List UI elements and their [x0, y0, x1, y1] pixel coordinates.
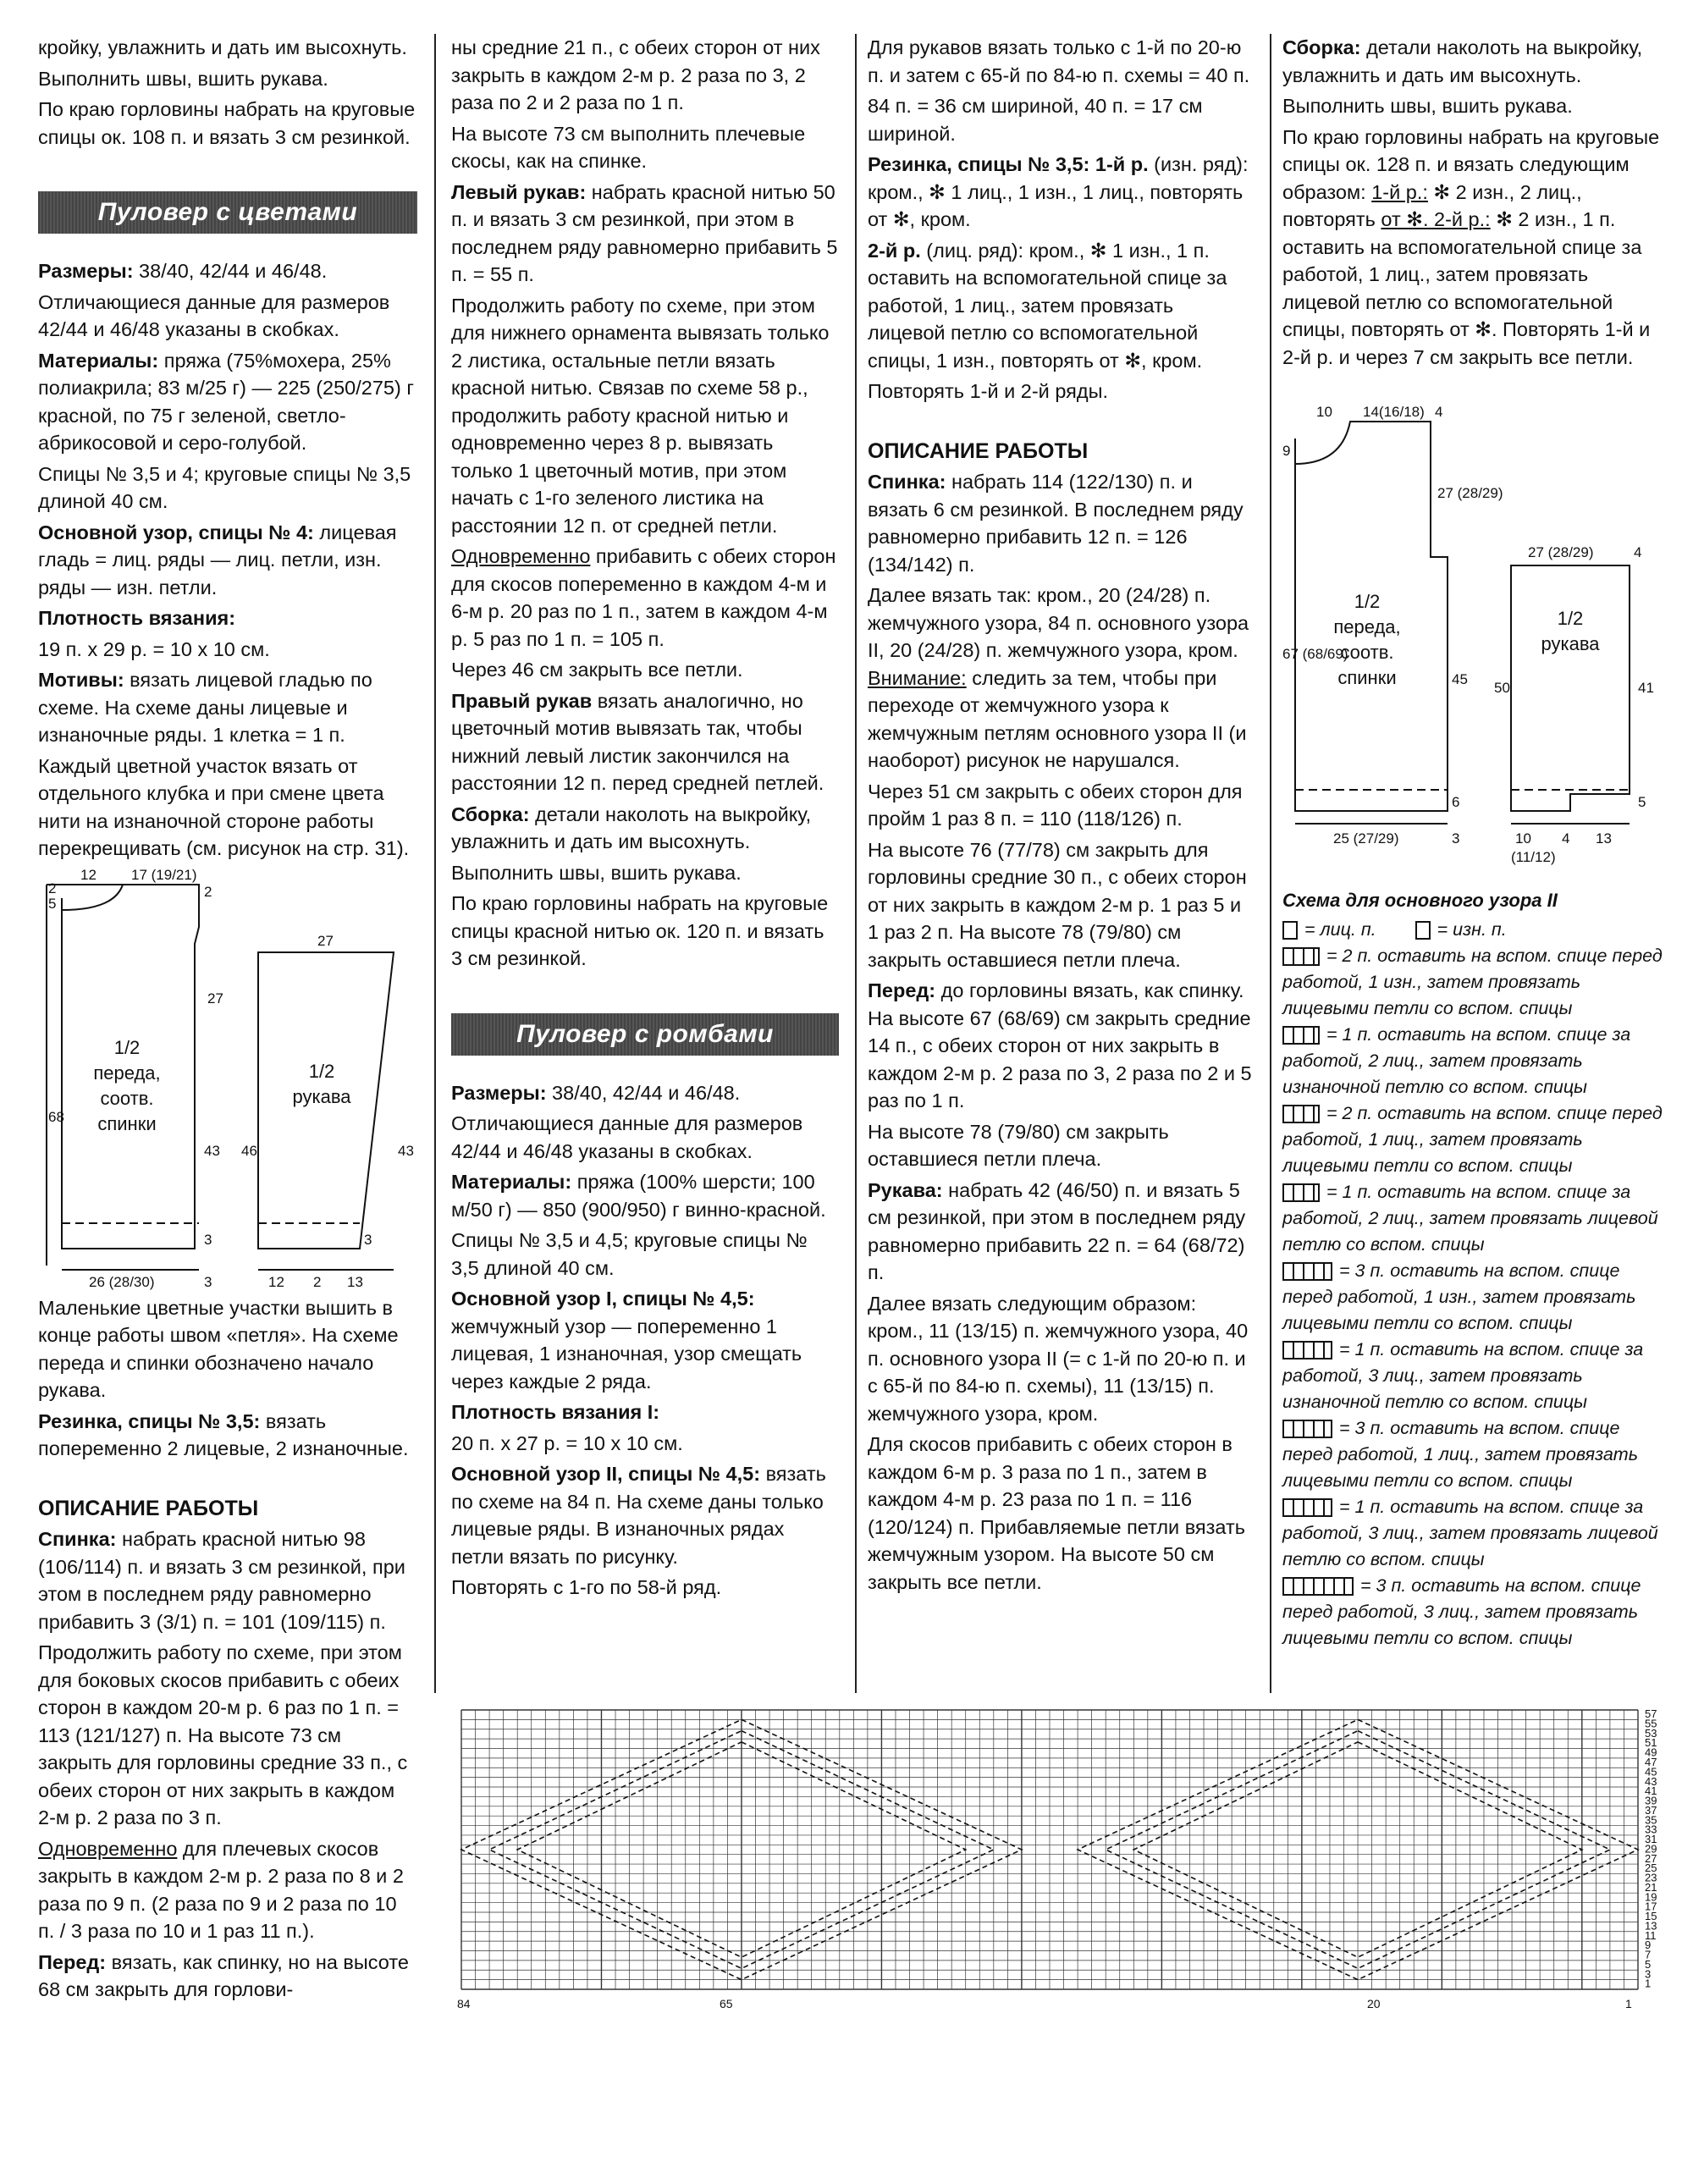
diagram-label: спинки: [1337, 667, 1397, 688]
row-label: 37: [1645, 1803, 1657, 1817]
text: 38/40, 42/44 и 46/48.: [133, 260, 328, 282]
dim: 4: [1562, 830, 1570, 847]
row-label: 3: [1645, 1967, 1652, 1981]
knit-symbol-icon: [1282, 921, 1298, 940]
text: ны средние 21 п., с обеих сторон от них закрыть в каждом 2-м р. 2 раза по 3, 2 раза по 2 и 2 раза по 1 п.: [451, 36, 820, 113]
row-label: 35: [1645, 1813, 1657, 1827]
text: Через 51 см закрыть с обеих сторон для пройм 1 раз 8 п. = 110 (118/126) п.: [868, 780, 1243, 830]
text: Выполнить швы, вшить рукава.: [451, 861, 742, 884]
legend-text: = 1 п. оставить на вспом. спице за работой, 2 лиц., затем провязать лицевой петлю со вспом. спицы: [1282, 1182, 1658, 1255]
label: Основной узор I, спицы № 4,5:: [451, 1288, 755, 1310]
text: Повторять 1-й и 2-й ряды.: [868, 380, 1108, 402]
dim: 6: [1452, 794, 1460, 810]
section-heading: ОПИСАНИЕ РАБОТЫ: [868, 438, 1089, 463]
row-label: 17: [1645, 1900, 1657, 1913]
text: жемчужный узор — попеременно 1 лицевая, 1 изнаночная, узор смещать через каждые 2 ряда.: [451, 1315, 802, 1393]
row-label: 29: [1645, 1842, 1657, 1856]
column-3: [868, 34, 1253, 1599]
diagram-label: спинки: [97, 1112, 157, 1134]
diagram-label: соотв.: [1340, 642, 1394, 663]
text: По краю горловины набрать на круговые спицы ок. 128 п. и вязать следующим образом:: [1282, 125, 1660, 203]
row-label: 47: [1645, 1756, 1657, 1768]
diagram-label: 1/2: [308, 1060, 335, 1082]
diagram-label: рукава: [1541, 633, 1600, 654]
legend-text: = 3 п. оставить на вспом. спице перед работой, 1 изн., затем провязать лицевыми петли со вспом. спицы: [1282, 1260, 1636, 1333]
cable-symbol-icon: [1282, 1341, 1332, 1359]
diagram-label: рукава: [292, 1085, 351, 1107]
label: Спинка:: [868, 471, 946, 493]
dim: 45: [1452, 671, 1468, 687]
legend-text: = 2 п. оставить на вспом. спице перед работой, 1 лиц., затем провязать лицевыми петли со вспом. спицы: [1282, 1103, 1663, 1176]
row-label: 43: [1645, 1774, 1657, 1788]
text: Внимание:: [868, 666, 967, 689]
cable-symbol-icon: [1282, 1026, 1320, 1045]
cable-symbol-icon: [1282, 947, 1320, 966]
section-heading: ОПИСАНИЕ РАБОТЫ: [38, 1496, 259, 1520]
row-label: 33: [1645, 1823, 1657, 1836]
text: Одновременно: [38, 1837, 178, 1860]
legend-item: [1282, 1258, 1663, 1337]
text: 1-й р.:: [1371, 180, 1428, 203]
text: (изн. ряд): кром., ✻ 1 лиц., 1 изн., 1 лиц., повторять от ✻, кром.: [868, 153, 1249, 230]
text: Одновременно: [451, 545, 591, 567]
text: Спицы № 3,5 и 4,5; круговые спицы № 3,5 длиной 40 см.: [451, 1229, 808, 1279]
label: Основной узор, спицы № 4:: [38, 521, 314, 543]
pattern-diagram-rhombus: [1282, 405, 1663, 879]
dim: 43: [204, 1142, 220, 1159]
legend-text: = изн. п.: [1437, 919, 1507, 940]
dim: 9: [1282, 443, 1291, 459]
text: набрать 42 (46/50) п. и вязать 5 см резинкой, при этом в последнем ряду равномерно прибавить 22 п. = 64 (68/72) п.: [868, 1178, 1246, 1283]
label: Размеры:: [38, 260, 134, 282]
text: лицевая гладь = лиц. ряды — лиц. петли, изн. ряды — изн. петли.: [38, 521, 397, 598]
label: Плотность вязания:: [38, 607, 236, 629]
text: 84 п. = 36 см шириной, 40 п. = 17 см шириной.: [868, 95, 1203, 145]
section-banner: Пуловер с цветами: [38, 191, 417, 234]
text: По краю горловины набрать на круговые спицы ок. 108 п. и вязать 3 см резинкой.: [38, 98, 416, 148]
dim: 3: [364, 1231, 372, 1248]
text: На высоте 78 (79/80) см закрыть оставшиеся петли плеча.: [868, 1120, 1169, 1170]
label: Левый рукав:: [451, 180, 587, 203]
legend-text: = 3 п. оставить на вспом. спице перед работой, 3 лиц., затем провязать лицевыми петли со вспом. спицы: [1282, 1575, 1641, 1648]
col-label: 84: [457, 1997, 471, 2010]
dim: 12: [268, 1273, 284, 1290]
legend-item: [1282, 1179, 1663, 1258]
dim: 50: [1494, 680, 1510, 696]
cable-symbol-icon: [1282, 1420, 1332, 1438]
row-label: 39: [1645, 1794, 1657, 1807]
dim: 2: [313, 1273, 322, 1290]
label: Правый рукав: [451, 689, 593, 712]
dim: 17 (19/21): [131, 867, 197, 883]
pattern-diagram-flowers: [38, 868, 417, 1291]
dim: 12: [80, 867, 97, 883]
text: 38/40, 42/44 и 46/48.: [546, 1081, 741, 1104]
text: Для скосов прибавить с обеих сторон в каждом 6-м р. 3 раза по 1 п., затем в каждом 4-м р. 23 раза по 1 п. = 116 (120/124) п. Прибавляемые петли вязать жемчужным узором. На высоте 50 см закрыть все петли.: [868, 1433, 1245, 1593]
dim: 25 (27/29): [1333, 830, 1399, 847]
row-label: 27: [1645, 1851, 1657, 1865]
row-label: 41: [1645, 1784, 1657, 1798]
legend-title: Схема для основного узора II: [1282, 890, 1558, 911]
row-label: 15: [1645, 1910, 1657, 1923]
label: Спинка:: [38, 1528, 117, 1550]
label: Резинка, спицы № 3,5: 1-й р.: [868, 153, 1149, 175]
row-label: 1: [1645, 1977, 1652, 1990]
row-label: 23: [1645, 1871, 1657, 1884]
text: вязать по схеме на 84 п. На схеме даны только лицевые ряды. В изнаночных рядах петли вязать по рисунку.: [451, 1463, 826, 1568]
dim: 27 (28/29): [1437, 485, 1503, 501]
row-label: 31: [1645, 1833, 1657, 1846]
legend-text: = 3 п. оставить на вспом. спице перед работой, 1 лиц., затем провязать лицевыми петли со вспом. спицы: [1282, 1418, 1638, 1491]
label: Сборка:: [1282, 36, 1361, 58]
cable-symbol-icon: [1282, 1183, 1320, 1202]
text: По краю горловины набрать на круговые спицы красной нитью ок. 120 п. и вязать 3 см резинкой.: [451, 892, 829, 969]
cable-symbol-icon: [1282, 1105, 1320, 1123]
col-label: 20: [1367, 1997, 1381, 2010]
dim: 14(16/18): [1363, 405, 1425, 420]
dim: 46: [241, 1142, 257, 1159]
label: Сборка:: [451, 802, 530, 825]
dim: 10: [1515, 830, 1531, 847]
legend-item: [1282, 1100, 1663, 1179]
label: Резинка, спицы № 3,5:: [38, 1409, 261, 1432]
dim: 13: [347, 1273, 363, 1290]
text: Далее вязать так: кром., 20 (24/28) п. жемчужного узора, 84 п. основного узора II, 20 (24/28) п. жемчужного узора, кром.: [868, 584, 1249, 661]
label: Перед:: [868, 979, 936, 1001]
legend-text: = 1 п. оставить на вспом. спице за работой, 3 лиц., затем провязать лицевой петлю со вспом. спицы: [1282, 1497, 1658, 1569]
legend-item: [1282, 1022, 1663, 1100]
row-label: 13: [1645, 1919, 1657, 1933]
text: Для рукавов вязать только с 1-й по 20-ю п. и затем с 65-й по 84-ю п. схемы = 40 п.: [868, 36, 1250, 86]
label: Перед:: [38, 1950, 107, 1973]
text: вязать попеременно 2 лицевые, 2 изнаночные.: [38, 1409, 409, 1459]
row-label: 21: [1645, 1880, 1657, 1894]
text: следить за тем, чтобы при переходе от жемчужного узора к жемчужным петлям основного узора II (и наоборот) рисунок не нарушался.: [868, 666, 1247, 771]
row-label: 25: [1645, 1861, 1657, 1875]
cable-symbol-icon: [1282, 1262, 1332, 1281]
dim: (11/12): [1511, 849, 1556, 865]
text: пряжа (75%мохера, 25% полиакрила; 83 м/25 г) — 225 (250/275) г красной, по 75 г зеленой, светло-абрикосовой и серо-голубой.: [38, 349, 414, 454]
text: набрать красной нитью 98 (106/114) п. и вязать 3 см резинкой, при этом в последнем ряду равномерно прибавить 3 (3/1) п. = 101 (109/115) п.: [38, 1528, 405, 1633]
legend-text: = 1 п. оставить на вспом. спице за работой, 2 лиц., затем провязать изнаночной петлю со вспом. спицы: [1282, 1024, 1631, 1097]
dim: 26 (28/30): [89, 1273, 155, 1290]
legend-item: [1282, 1573, 1663, 1652]
text: (лиц. ряд): кром., ✻ 1 изн., 1 п. оставить на вспомогательной спице за работой, 1 лиц., затем провязать лицевой петлю со вспомогательной спицы, 1 изн., повторять от ✻, кром.: [868, 239, 1227, 372]
legend-item: [1282, 1415, 1663, 1494]
purl-symbol-icon: [1415, 921, 1431, 940]
dim: 27: [317, 932, 334, 949]
text: пряжа (100% шерсти; 100 м/50 г) — 850 (900/950) г винно-красной.: [451, 1171, 826, 1221]
dim: 3: [1452, 830, 1460, 847]
chart-grid: [461, 1710, 1638, 1989]
label: Мотивы:: [38, 669, 124, 691]
diagram-label: 1/2: [1354, 591, 1381, 612]
legend-list: [1282, 943, 1663, 1652]
dim: 4: [1435, 405, 1443, 420]
row-label: 19: [1645, 1890, 1657, 1904]
text: Выполнить швы, вшить рукава.: [1282, 95, 1573, 117]
text: вязать лицевой гладью по схеме. На схеме даны лицевые и изнаночные ряды. 1 клетка = 1 п.: [38, 669, 372, 746]
diagram-label: переда,: [1333, 616, 1401, 637]
row-label: 11: [1645, 1928, 1657, 1942]
diagram-label: 1/2: [1557, 608, 1584, 629]
text: 19 п. x 29 р. = 10 x 10 см.: [38, 637, 270, 660]
label: Рукава:: [868, 1178, 943, 1201]
text: Через 46 см закрыть все петли.: [451, 659, 743, 681]
legend-item: [1282, 1337, 1663, 1415]
legend-item: [1282, 943, 1663, 1022]
legend-item: [1282, 1494, 1663, 1573]
text: Отличающиеся данные для размеров 42/44 и 46/48 указаны в скобках.: [38, 290, 390, 340]
text: На высоте 76 (77/78) см закрыть для горловины средние 30 п., с обеих сторон от них закрыть в каждом 2-м р. 1 раз 5 и 1 раз 2 п. На высоте 78 (79/80) см закрыть оставшиеся петли плеча.: [868, 838, 1247, 971]
diagram-label: переда,: [93, 1062, 161, 1084]
legend-text: = 2 п. оставить на вспом. спице перед работой, 1 изн., затем провязать лицевыми петли со вспом. спицы: [1282, 946, 1663, 1018]
dim: 68: [48, 1108, 64, 1125]
row-labels: [1645, 1707, 1657, 1990]
knitting-chart: [17, 1701, 1676, 2015]
column-2: [451, 34, 839, 1605]
text: прибавить с обеих сторон для скосов попеременно в каждом 4-м и 6-м р. 20 раз по 1 п., затем в каждом 4-м р. 5 раз по 1 п. = 105 п.: [451, 545, 836, 650]
text: от ✻. 2-й р.:: [1381, 208, 1491, 230]
dim: 5: [1638, 794, 1646, 810]
column-4: [1282, 34, 1663, 1652]
dim: 3: [204, 1231, 212, 1248]
row-label: 45: [1645, 1765, 1657, 1779]
text: для плечевых скосов закрыть в каждом 2-м р. 2 раза по 8 и 2 раза по 9 п. (2 раза по 9 и 2 раза по 10 п. / 3 раза по 10 и 1 раз 11 п.).: [38, 1837, 404, 1942]
section-banner: Пуловер с ромбами: [451, 1013, 839, 1056]
dim: 27: [207, 990, 223, 1007]
label: Материалы:: [38, 349, 159, 372]
label: 2-й р.: [868, 239, 921, 262]
text: Каждый цветной участок вязать от отдельного клубка и при смене цвета нити на изнаночной стороне работы перекрещивать (см. рисунок на стр. 31).: [38, 754, 410, 859]
label: Материалы:: [451, 1171, 572, 1193]
dim: 27 (28/29): [1528, 544, 1594, 560]
text: Продолжить работу по схеме, при этом для боковых скосов прибавить с обеих сторон в каждом 20-м р. 6 раз по 1 п. = 113 (121/127) п. На высоте 73 см закрыть для горловины средние 33 п., с обеих сторон от них закрыть в каждом 2-м р. 2 раза по 3 п.: [38, 1641, 408, 1828]
text: до горловины вязать, как спинку. На высоте 67 (68/69) см закрыть средние 14 п., с обеих сторон от них закрыть в каждом 2-м р. 2 раза по 3, 2 раза по 2 и 5 раз по 1 п.: [868, 979, 1252, 1111]
row-label: 55: [1645, 1717, 1657, 1730]
text: Выполнить швы, вшить рукава.: [38, 67, 328, 90]
dim: 3: [204, 1273, 212, 1290]
row-label: 51: [1645, 1736, 1657, 1750]
text: ✻ 2 изн., 2 лиц., повторять: [1282, 180, 1582, 230]
dim: 43: [398, 1142, 414, 1159]
text: набрать красной нитью 50 п. и вязать 3 см резинкой, при этом в последнем ряду равномерно прибавить 5 п. = 55 п.: [451, 180, 838, 285]
cable-symbol-icon: [1282, 1577, 1354, 1596]
cable-symbol-icon: [1282, 1498, 1332, 1517]
diagram-label: 1/2: [113, 1036, 141, 1058]
dim: 2: [204, 883, 212, 900]
text: вязать аналогично, но цветочный мотив вывязать так, чтобы нижний левый листик закончился на расстоянии 12 п. перед средней петлей.: [451, 689, 824, 794]
row-label: 53: [1645, 1726, 1657, 1740]
text: Далее вязать следующим образом: кром., 11 (13/15) п. жемчужного узора, 40 п. основного узора II (= с 1-й по 20-ю п. и с 65-й по 84-ю п. схемы), 11 (13/15) п. жемчужного узора, кром.: [868, 1292, 1249, 1425]
text: ✻ 2 изн., 1 п. оставить на вспомогательной спице за работой, 1 лиц., затем провязать лицевой петлю со вспомогательной спицы, повторять от ✻. Повторять 1-й и 2-й р. и через 7 см закрыть все петли.: [1282, 208, 1651, 368]
row-label: 9: [1645, 1939, 1652, 1952]
dim: 67 (68/69): [1282, 646, 1348, 662]
diagram-label: соотв.: [100, 1087, 154, 1109]
row-label: 5: [1645, 1957, 1652, 1971]
label: Размеры:: [451, 1081, 547, 1104]
label: Основной узор II, спицы № 4,5:: [451, 1463, 761, 1485]
dim: 2: [48, 880, 57, 896]
row-label: 57: [1645, 1707, 1657, 1721]
text: Повторять с 1-го по 58-й ряд.: [451, 1576, 722, 1598]
dim: 5: [48, 895, 57, 912]
col-label: 65: [720, 1997, 733, 2010]
text: вязать, как спинку, но на высоте 68 см закрыть для горлови-: [38, 1950, 409, 2000]
text: 20 п. x 27 р. = 10 x 10 см.: [451, 1431, 683, 1454]
text: набрать 114 (122/130) п. и вязать 6 см резинкой. В последнем ряду равномерно прибавить 12 п. = 126 (134/142) п.: [868, 471, 1244, 576]
text: На высоте 73 см выполнить плечевые скосы, как на спинке.: [451, 122, 806, 172]
text: детали наколоть на выкройку, увлажнить и дать им высохнуть.: [451, 802, 812, 852]
legend-text: = лиц. п.: [1304, 919, 1376, 940]
col-label: 1: [1625, 1997, 1632, 2010]
dim: 4: [1634, 544, 1642, 560]
legend-text: = 1 п. оставить на вспом. спице за работой, 3 лиц., затем провязать изнаночной петлю со вспом. спицы: [1282, 1339, 1644, 1412]
dim: 41: [1638, 680, 1654, 696]
row-label: 49: [1645, 1746, 1657, 1759]
text: детали наколоть на выкройку, увлажнить и дать им высохнуть.: [1282, 36, 1643, 86]
dim: 13: [1596, 830, 1612, 847]
text: Маленькие цветные участки вышить в конце работы швом «петля». На схеме переда и спинки обозначено начало рукава.: [38, 1296, 399, 1401]
row-label: 7: [1645, 1948, 1652, 1961]
dim: 10: [1316, 405, 1332, 420]
text: Продолжить работу по схеме, при этом для нижнего орнамента вывязать только 2 листика, остальные петли вязать красной нитью. Связав по схеме 58 р., продолжить работу красной нитью и одновременно через 8 р. вывязать только 1 цветочный мотив, при этом начать с 1-го зеленого листика на расстоянии 12 п. от средней петли.: [451, 294, 830, 537]
text: Отличающиеся данные для размеров 42/44 и 46/48 указаны в скобках.: [451, 1112, 803, 1162]
text: Спицы № 3,5 и 4; круговые спицы № 3,5 длиной 40 см.: [38, 462, 411, 512]
text: кройку, увлажнить и дать им высохнуть.: [38, 36, 407, 58]
label: Плотность вязания I:: [451, 1401, 660, 1423]
chart-legend: [1282, 887, 1663, 1652]
